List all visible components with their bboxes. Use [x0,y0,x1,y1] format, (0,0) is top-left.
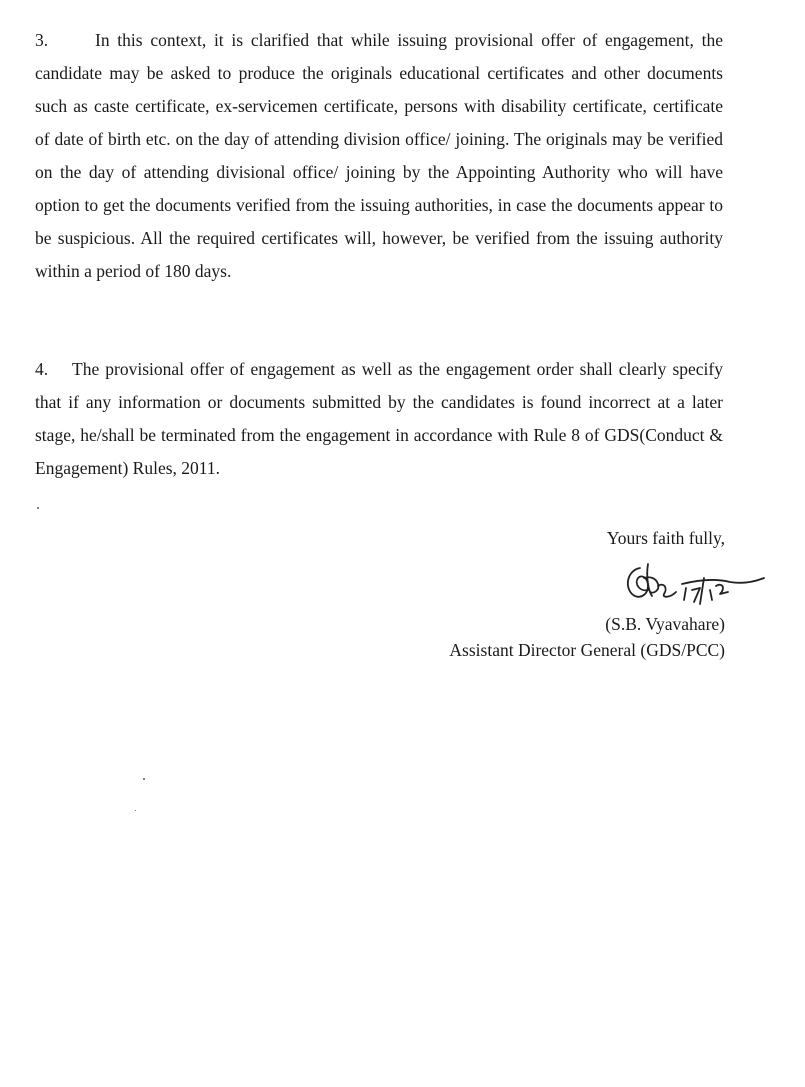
closing-salutation: Yours faith fully, [606,528,725,548]
paragraph-4-text: The provisional offer of engagement as well as the engagement order shall clearly specify that if any information or documents submitted by the candidates is found incorrect at a later stage, he/shall be terminated from the engagement in accordance with Rule 8 of GDS(Conduct & Engagement) Rules, 2011. [35,359,723,478]
signatory-designation: Assistant Director General (GDS/PCC) [449,640,725,660]
paragraph-3 [35,24,723,288]
signature-date: 17/12 [618,556,621,557]
stray-mark [37,507,39,509]
handwritten-signature [618,556,768,608]
paragraph-4-number: 4. [35,359,49,379]
paragraph-3-text: In this context, it is clarified that while issuing provisional offer of engagement, the candidate may be asked to produce the originals educational certificates and other documents such as caste certificate, ex-servicemen certificate, persons with disability certificate, certificate of date of birth etc. on the day of attending division office/ joining. The originals may be verified on the day of attending divisional office/ joining by the Appointing Authority who will have option to get the documents verified from the issuing authorities, in case the documents appear to be suspicious. All the required certificates will, however, be verified from the issuing authority within a period of 180 days. [35,30,723,281]
paragraph-4 [35,353,723,485]
stray-mark [135,810,136,811]
signatory-name: (S.B. Vyavahare) [605,614,725,634]
stray-mark [143,778,145,780]
paragraph-3-number: 3. [35,30,49,50]
